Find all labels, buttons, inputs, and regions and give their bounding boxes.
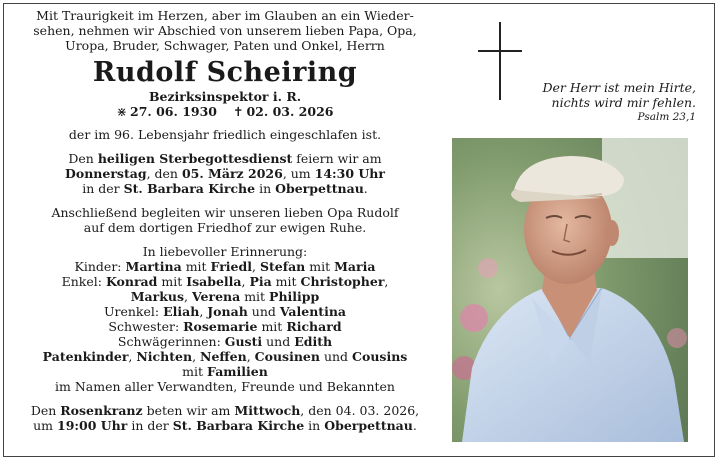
intro-text: Mit Traurigkeit im Herzen, aber im Glauben an ein Wieder- sehen, nehmen wir Abschied von unserem lieben Papa, Opa, Uropa, Bruder, Schwager, Paten und Onkel, Herrn (33, 8, 417, 53)
birth-date: 27. 06. 1930 (130, 104, 217, 119)
family-grandchildren: Enkel: Konrad mit Isabella, Pia mit Christopher, Markus, Verena mit Philipp (61, 274, 389, 304)
family-children: Kinder: Martina mit Friedl, Stefan mit Maria (74, 259, 376, 274)
memory-title: In liebevoller Erinnerung: (142, 244, 308, 259)
quote-source: Psalm 23,1 (637, 111, 696, 123)
obituary-text (10, 8, 440, 433)
psalm-quote (470, 80, 696, 125)
portrait-image (452, 138, 688, 442)
passed-text: der im 96. Lebensjahr friedlich eingeschlafen ist. (68, 127, 382, 142)
family-sister: Schwester: Rosemarie mit Richard (108, 319, 342, 334)
family-relatives: Patenkinder, Nichten, Neffen, Cousinen und Cousins mit Familien (42, 349, 408, 379)
funeral-service-text: Den heiligen Sterbegottesdienst feiern wir am Donnerstag, den 05. März 2026, um 14:30 Uhr in der St. Barbara Kirche in Oberpettnau. (65, 151, 385, 196)
burial-text: Anschließend begleiten wir unseren lieben Opa Rudolf auf dem dortigen Friedhof zur ewigen Ruhe. (51, 205, 399, 235)
deceased-name: Rudolf Scheiring (92, 57, 358, 88)
quote-line-2: nichts wird mir fehlen. (551, 95, 696, 110)
birth-symbol: ⋇ (116, 104, 127, 119)
death-date: 02. 03. 2026 (246, 104, 334, 119)
rosary-text: Den Rosenkranz beten wir am Mittwoch, den 04. 03. 2026, um 19:00 Uhr in der St. Barbara Kirche in Oberpettnau. (30, 403, 420, 433)
life-dates (10, 104, 440, 119)
portrait-photo (452, 138, 688, 442)
family-list (10, 244, 440, 394)
family-closing: im Namen aller Verwandten, Freunde und Bekannten (55, 379, 395, 394)
family-great-grandchildren: Urenkel: Eliah, Jonah und Valentina (103, 304, 347, 319)
quote-line-1: Der Herr ist mein Hirte, (542, 80, 696, 95)
death-cross-symbol: ✝ (233, 104, 244, 119)
profession: Bezirksinspektor i. R. (148, 89, 302, 104)
family-sisters-in-law: Schwägerinnen: Gusti und Edith (117, 334, 333, 349)
